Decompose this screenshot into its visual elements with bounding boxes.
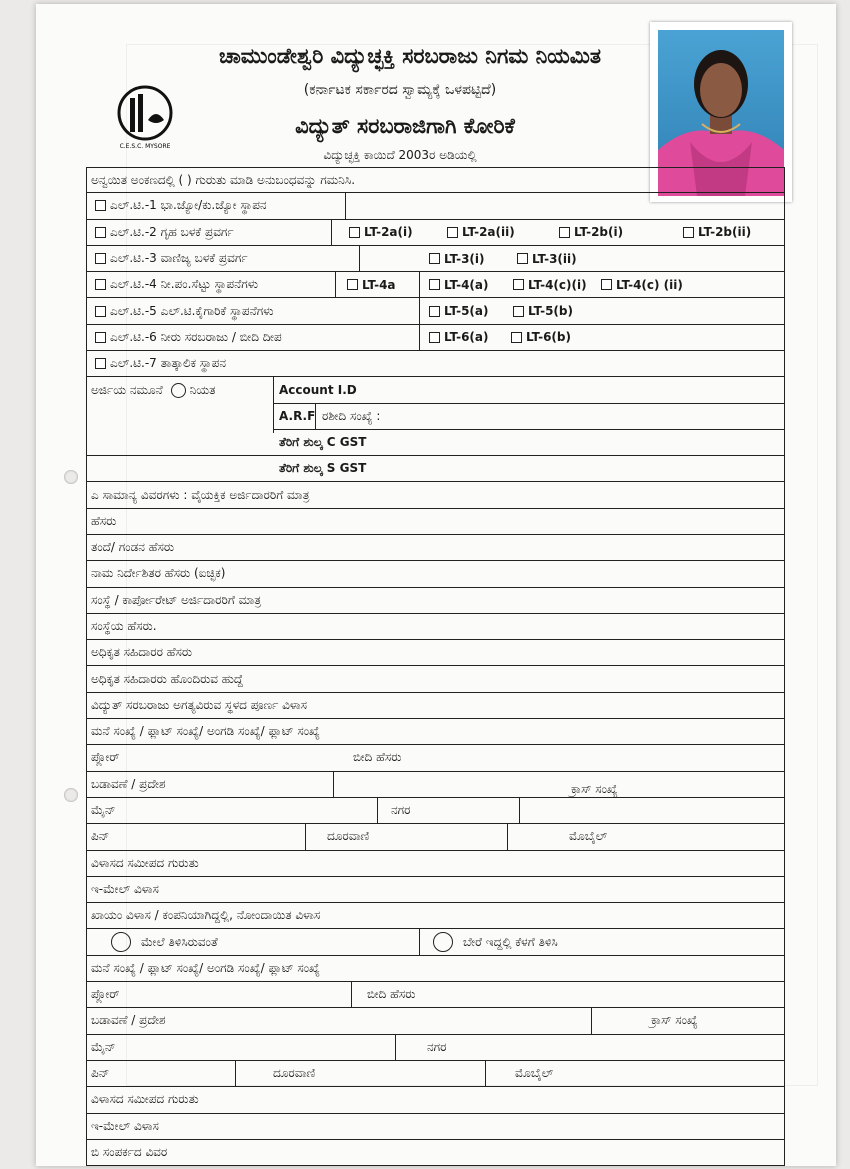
category-label: ಎಲ್.ಟಿ.-6 ನೀರು ಸರಬರಾಜು / ಬೀದಿ ದೀಪ: [110, 329, 282, 344]
field-row: [87, 1087, 785, 1113]
area-label: ಬಡಾವಣೆ / ಪ್ರದೇಶ: [91, 776, 166, 791]
category-row: [87, 246, 785, 272]
act-line: ವಿದ್ಯುಚ್ಛಕ್ತಿ ಕಾಯಿದೆ 2003ರ ಅಡಿಯಲ್ಲಿ: [323, 148, 477, 162]
field-row: [87, 509, 785, 535]
field-row: [87, 561, 785, 587]
category-row: [87, 193, 785, 219]
option-lt4ci[interactable]: LT-4(c)(i): [513, 272, 587, 297]
option-lt4cii[interactable]: LT-4(c) (ii): [601, 272, 683, 297]
field-row: [87, 535, 785, 561]
field-row: [87, 982, 785, 1008]
cross-label-2: ಕ್ರಾಸ್ ಸಂಖ್ಯೆ: [651, 1013, 698, 1028]
applicant-type: ಅರ್ಜಿಯ ನಮೂನೆ ನಿಯತ: [91, 382, 216, 397]
field-row: [87, 614, 785, 640]
instruction-row: [87, 167, 785, 193]
mobile-label: ಮೊಬೈಲ್: [569, 829, 608, 844]
email-label-2: ಇ-ಮೇಲ್ ವಿಳಾಸ: [91, 1118, 159, 1133]
field-row: [87, 588, 785, 614]
city-label-2: ನಗರ: [427, 1039, 447, 1054]
punch-hole: [64, 788, 78, 802]
cross-label: ಕ್ರಾಸ್ ಸಂಖ್ಯೆ: [571, 781, 618, 796]
application-form: [86, 167, 785, 1166]
option-lt5b[interactable]: LT-5(b): [513, 298, 573, 323]
radio-other[interactable]: [433, 932, 453, 952]
option-lt5a[interactable]: LT-5(a): [429, 298, 488, 323]
house-no-label-2: ಮನೆ ಸಂಖ್ಯೆ / ಫ್ಲಾಟ್ ಸಂಖ್ಯೆ/ ಅಂಗಡಿ ಸಂಖ್ಯೆ/ ಫ್ಲಾಟ್ ಸಂಖ್ಯೆ: [91, 960, 320, 975]
floor-label-2: ಪ್ಲೋರ್: [91, 987, 120, 1002]
option-lt6b[interactable]: LT-6(b): [511, 325, 571, 350]
field-row: [87, 851, 785, 877]
cgst-label: ತೆರಿಗೆ ಶುಲ್ಕ C GST: [87, 429, 784, 456]
option-lt2bii[interactable]: LT-2b(ii): [683, 220, 751, 245]
phone-label: ದೂರವಾಣಿ: [327, 829, 370, 844]
field-row: [87, 824, 785, 850]
category-label: ಎಲ್.ಟಿ.-7 ತಾತ್ಕಾಲಿಕ ಸ್ಥಾಪನ: [110, 356, 226, 371]
sgst-label: ತೆರಿಗೆ ಶುಲ್ಕ S GST: [279, 460, 367, 475]
org-name-label: ಸಂಸ್ಥೆಯ ಹೆಸರು.: [91, 619, 157, 633]
category-row: [87, 272, 785, 298]
checkbox[interactable]: [95, 358, 106, 369]
perm-addr-label: ಖಾಯಂ ವಿಳಾಸ / ಕಂಪನಿಯಾಗಿದ್ದಲ್ಲಿ, ನೋಂದಾಯಿತ ವಿಳಾಸ: [91, 908, 321, 923]
field-row: [87, 877, 785, 903]
field-row: [87, 719, 785, 745]
pin-label-2: ಪಿನ್: [91, 1066, 110, 1081]
logo-text: C.E.S.C. MYSORE: [119, 143, 171, 150]
punch-hole: [64, 470, 78, 484]
applicant-type-block: [87, 377, 785, 482]
category-row: [87, 351, 785, 377]
option-lt3ii[interactable]: LT-3(ii): [517, 246, 577, 271]
checkbox[interactable]: [95, 279, 106, 290]
category-label: ಎಲ್.ಟಿ.-1 ಭಾ.ಜ್ಯೋ/ಕು.ಜ್ಯೋ ಸ್ಥಾಪನ: [110, 198, 267, 213]
checkbox[interactable]: [95, 227, 106, 238]
area-label-2: ಬಡಾವಣೆ / ಪ್ರದೇಶ: [91, 1013, 166, 1028]
street-label: ಬೀದಿ ಹೆಸರು: [353, 750, 402, 765]
email-label: ಇ-ಮೇಲ್ ವಿಳಾಸ: [91, 881, 159, 896]
field-row: [87, 640, 785, 666]
supply-addr-label: ವಿದ್ಯುತ್ ಸರಬರಾಜು ಅಗತ್ಯವಿರುವ ಸ್ಥಳದ ಪೂರ್ಣ ವಿಳಾಸ: [91, 697, 307, 712]
section-b-row: [87, 1140, 785, 1166]
mobile-label-2: ಮೊಬೈಲ್: [515, 1066, 554, 1081]
section-b-heading: ಬಿ ಸಂಪರ್ಕದ ವಿವರ: [91, 1144, 168, 1159]
father-label: ತಂದೆ/ ಗಂಡನ ಹೆಸರು: [91, 540, 175, 555]
main-label-2: ಮೈನ್: [91, 1039, 116, 1054]
phone-label-2: ದೂರವಾಣಿ: [273, 1066, 316, 1081]
category-label: ಎಲ್.ಟಿ.-5 ಎಲ್.ಟಿ.ಕೈಗಾರಿಕೆ ಸ್ಥಾಪನೆಗಳು: [110, 303, 274, 318]
checkbox[interactable]: [95, 306, 106, 317]
field-row: [87, 1114, 785, 1140]
option-lt4a[interactable]: LT-4a: [347, 272, 396, 297]
checkbox[interactable]: [95, 332, 106, 343]
field-row: [87, 956, 785, 982]
cesc-logo: [110, 80, 180, 150]
street-label-2: ಬೀದಿ ಹೆಸರು: [367, 987, 416, 1002]
section-a-row: [87, 482, 785, 508]
field-row: [87, 929, 785, 955]
field-row: [87, 772, 785, 798]
form-title: ವಿದ್ಯುತ್ ಸರಬರಾಜಿಗಾಗಿ ಕೋರಿಕೆ: [295, 114, 515, 138]
radio-regular[interactable]: [171, 383, 186, 398]
option-lt2aii[interactable]: LT-2a(ii): [447, 220, 515, 245]
field-row: [87, 903, 785, 929]
category-row: [87, 298, 785, 324]
org-title: ಚಾಮುಂಡೇಶ್ವರಿ ವಿದ್ಯುಚ್ಛಕ್ತಿ ಸರಬರಾಜು ನಿಗಮ ನಿಯಮಿತ: [218, 44, 601, 68]
account-id-label: Account I.D: [273, 377, 784, 404]
floor-label: ಪ್ಲೋರ್: [91, 750, 120, 765]
field-row: [87, 745, 785, 771]
arf-row: A.R.F ರಶೀದಿ ಸಂಖ್ಯೆ :: [273, 403, 784, 430]
category-label: ಎಲ್.ಟಿ.-3 ವಾಣಿಜ್ಯ ಬಳಕೆ ಪ್ರವರ್ಗ: [110, 251, 248, 266]
auth-sign-label: ಅಧಿಕೃತ ಸಹಿದಾರರ ಹೆಸರು: [91, 645, 193, 660]
category-row: [87, 325, 785, 351]
radio-same-above[interactable]: [111, 932, 131, 952]
landmark-label: ವಿಳಾಸದ ಸಮೀಪದ ಗುರುತು: [91, 855, 199, 870]
category-label: ಎಲ್.ಟಿ.-4 ನೀ.ಪಂ.ಸೆಟ್ಟು ಸ್ಥಾಪನೆಗಳು: [110, 277, 259, 292]
field-row: [87, 1061, 785, 1087]
checkbox[interactable]: [95, 200, 106, 211]
same-above-label: ಮೇಲೆ ತಿಳಿಸಿರುವಂತೆ: [141, 934, 218, 949]
option-lt4-a[interactable]: LT-4(a): [429, 272, 488, 297]
option-lt6a[interactable]: LT-6(a): [429, 325, 488, 350]
field-row: [87, 693, 785, 719]
category-row: [87, 220, 785, 246]
org-subtitle: (ಕರ್ನಾಟಕ ಸರ್ಕಾರದ ಸ್ವಾಮ್ಯಕ್ಕೆ ಒಳಪಟ್ಟಿದೆ): [303, 82, 497, 98]
field-row: [87, 1035, 785, 1061]
option-lt3i[interactable]: LT-3(i): [429, 246, 485, 271]
field-row: [87, 666, 785, 692]
landmark-label-2: ವಿಳಾಸದ ಸಮೀಪದ ಗುರುತು: [91, 1092, 199, 1107]
org-only-label: ಸಂಸ್ಥೆ / ಕಾರ್ಪೋರೇಟ್ ಅರ್ಜಿದಾರರಿಗೆ ಮಾತ್ರ: [91, 592, 262, 607]
other-below-label: ಬೇರೆ ಇದ್ದಲ್ಲಿ ಕೆಳಗೆ ತಿಳಿಸಿ: [463, 934, 558, 949]
option-lt2ai[interactable]: LT-2a(i): [349, 220, 413, 245]
category-label: ಎಲ್.ಟಿ.-2 ಗೃಹ ಬಳಕೆ ಪ್ರವರ್ಗ: [110, 224, 234, 239]
main-label: ಮೈನ್: [91, 803, 116, 818]
name-label: ಹೆಸರು: [91, 513, 117, 528]
field-row: [87, 1008, 785, 1034]
house-no-label: ಮನೆ ಸಂಖ್ಯೆ / ಫ್ಲಾಟ್ ಸಂಖ್ಯೆ/ ಅಂಗಡಿ ಸಂಖ್ಯೆ/ ಫ್ಲಾಟ್ ಸಂಖ್ಯೆ: [91, 724, 320, 739]
city-label: ನಗರ: [391, 803, 411, 818]
nominee-label: ನಾಮ ನಿರ್ದೇಶಿತರ ಹೆಸರು (ಐಚ್ಛಿಕ): [91, 566, 226, 581]
field-row: [87, 798, 785, 824]
section-a-heading: ಎ ಸಾಮಾನ್ಯ ವಿವರಗಳು : ವೈಯಕ್ತಿಕ ಅರ್ಜಿದಾರರಿಗೆ ಮಾತ್ರ: [91, 487, 310, 502]
checkbox[interactable]: [95, 253, 106, 264]
option-lt2bi[interactable]: LT-2b(i): [559, 220, 623, 245]
pin-label: ಪಿನ್: [91, 829, 110, 844]
instruction-text: ಅನ್ವಯಿತ ಅಂಕಣದಲ್ಲಿ ( ) ಗುರುತು ಮಾಡಿ ಅನುಬಂಧವನ್ನು ಗಮನಿಸಿ.: [91, 172, 356, 187]
auth-desig-label: ಅಧಿಕೃತ ಸಹಿದಾರರು ಹೊಂದಿರುವ ಹುದ್ದೆ: [91, 671, 244, 686]
